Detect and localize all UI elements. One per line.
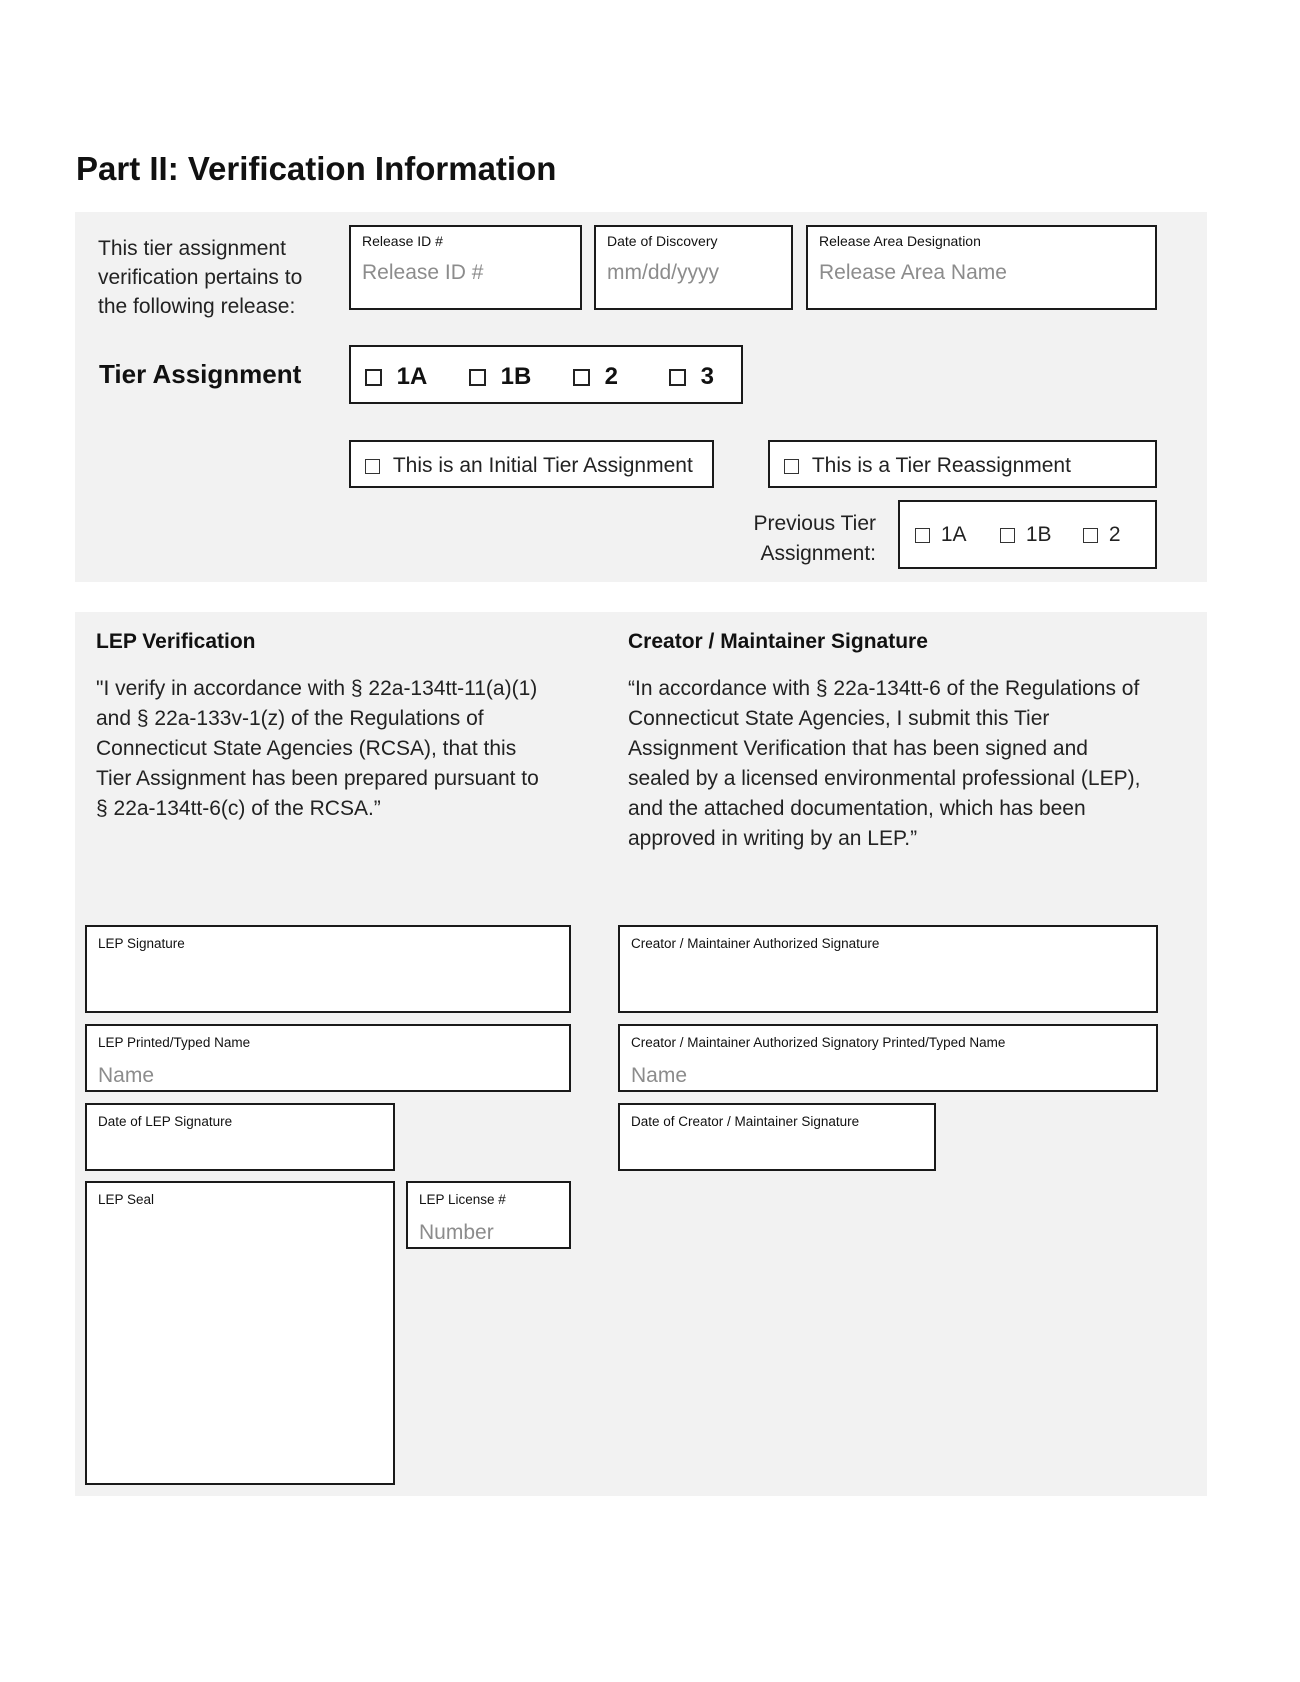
checkbox-icon bbox=[1083, 528, 1098, 543]
tier-option-1a[interactable]: 1A bbox=[365, 363, 427, 391]
date-of-discovery-field[interactable] bbox=[594, 225, 793, 310]
checkbox-icon bbox=[469, 369, 486, 386]
tier-option-2[interactable]: 2 bbox=[573, 363, 618, 391]
checkbox-icon bbox=[784, 459, 799, 474]
creator-date-label: Date of Creator / Maintainer Signature bbox=[631, 1114, 860, 1129]
checkbox-icon bbox=[573, 369, 590, 386]
previous-tier-option-1b[interactable]: 1B bbox=[1000, 523, 1052, 547]
checkbox-icon bbox=[915, 528, 930, 543]
lep-seal-field[interactable] bbox=[85, 1181, 395, 1485]
creator-name-placeholder: Name bbox=[631, 1064, 688, 1087]
checkbox-icon bbox=[365, 369, 382, 386]
release-area-field[interactable] bbox=[806, 225, 1157, 310]
lep-verification-heading: LEP Verification bbox=[96, 630, 256, 653]
lep-name-label: LEP Printed/Typed Name bbox=[98, 1035, 251, 1050]
tier-option-1b[interactable]: 1B bbox=[469, 363, 531, 391]
lep-date-field[interactable] bbox=[85, 1103, 395, 1171]
release-id-label: Release ID # bbox=[362, 233, 443, 249]
lep-name-field[interactable] bbox=[85, 1024, 571, 1092]
release-area-placeholder: Release Area Name bbox=[819, 261, 1007, 284]
creator-signature-heading: Creator / Maintainer Signature bbox=[628, 630, 928, 653]
lep-license-field[interactable] bbox=[406, 1181, 571, 1249]
lep-signature-field[interactable] bbox=[85, 925, 571, 1013]
tier-option-3[interactable]: 3 bbox=[669, 363, 714, 391]
lep-seal-label: LEP Seal bbox=[98, 1192, 155, 1207]
release-id-field[interactable] bbox=[349, 225, 582, 310]
lep-date-label: Date of LEP Signature bbox=[98, 1114, 233, 1129]
date-of-discovery-label: Date of Discovery bbox=[607, 233, 718, 249]
creator-name-field[interactable] bbox=[618, 1024, 1158, 1092]
lep-license-placeholder: Number bbox=[419, 1221, 494, 1244]
tier-assignment-heading: Tier Assignment bbox=[99, 359, 302, 389]
page-title: Part II: Verification Information bbox=[76, 150, 557, 187]
previous-tier-label: Previous Tier Assignment: bbox=[753, 512, 876, 565]
date-of-discovery-placeholder: mm/dd/yyyy bbox=[607, 261, 720, 284]
checkbox-icon bbox=[669, 369, 686, 386]
lep-signature-label: LEP Signature bbox=[98, 936, 185, 951]
previous-tier-options-box bbox=[898, 500, 1157, 569]
lep-statement: "I verify in accordance with § 22a-134tt-11(a)(1) and § 22a-133v-1(z) of the Regulations of Connecticut State Agencies (RCSA), that this Tier Assignment has been prepared pursuant to § 22a-134tt-6(c) of the RCSA.” bbox=[96, 677, 539, 820]
creator-date-field[interactable] bbox=[618, 1103, 936, 1171]
creator-name-label: Creator / Maintainer Authorized Signatory Printed/Typed Name bbox=[631, 1035, 1006, 1050]
release-intro-text: This tier assignment verification pertains to the following release: bbox=[98, 237, 303, 318]
checkbox-icon bbox=[365, 459, 380, 474]
release-id-placeholder: Release ID # bbox=[362, 261, 484, 284]
tier-options-box bbox=[349, 345, 743, 404]
previous-tier-option-2[interactable]: 2 bbox=[1083, 523, 1121, 547]
creator-statement: “In accordance with § 22a-134tt-6 of the Regulations of Connecticut State Agencies, I submit this Tier Assignment Verification that has been signed and sealed by a licensed environmental professional (LEP), and the attached documentation, which has been approved in writing by an LEP.” bbox=[628, 677, 1141, 850]
release-area-label: Release Area Designation bbox=[819, 233, 981, 249]
previous-tier-option-1a[interactable]: 1A bbox=[915, 523, 967, 547]
creator-signature-label: Creator / Maintainer Authorized Signature bbox=[631, 936, 880, 951]
lep-license-label: LEP License # bbox=[419, 1192, 506, 1207]
creator-signature-field[interactable] bbox=[618, 925, 1158, 1013]
lep-name-placeholder: Name bbox=[98, 1064, 155, 1087]
initial-tier-assignment-option[interactable]: This is an Initial Tier Assignment bbox=[349, 440, 714, 488]
checkbox-icon bbox=[1000, 528, 1015, 543]
tier-reassignment-option[interactable]: This is a Tier Reassignment bbox=[768, 440, 1157, 488]
